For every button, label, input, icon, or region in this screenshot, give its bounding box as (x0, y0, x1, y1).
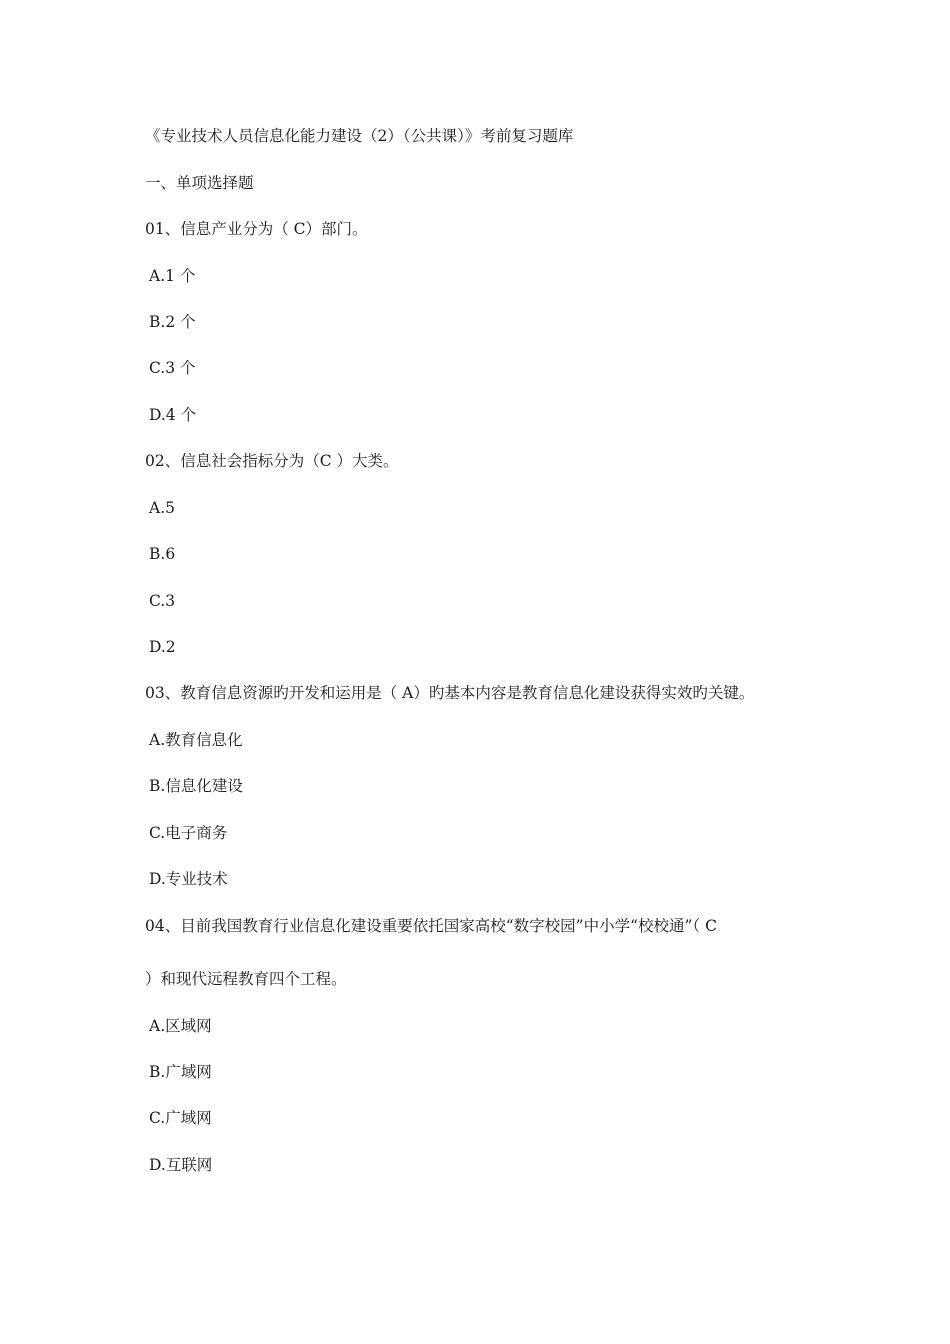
answer-option: C.3 个 (149, 359, 196, 377)
answer-option: A.教育信息化 (149, 731, 243, 749)
document-title: 《专业技术人员信息化能力建设（2）（公共课）》考前复习题库 (145, 127, 574, 145)
question-stem-continuation: ）和现代远程教育四个工程。 (145, 970, 347, 988)
answer-option: D.专业技术 (149, 870, 228, 888)
question-stem: 02、信息社会指标分为（C ）大类。 (145, 452, 399, 470)
answer-option: D.互联网 (149, 1156, 213, 1174)
answer-option: B.信息化建设 (149, 777, 243, 795)
section-heading: 一、单项选择题 (145, 174, 254, 192)
answer-option: A.1 个 (149, 267, 196, 285)
answer-option: B.2 个 (149, 313, 196, 331)
answer-option: C.广域网 (149, 1109, 212, 1127)
answer-option: C.3 (149, 592, 176, 610)
answer-option: B.广域网 (149, 1063, 212, 1081)
answer-option: A.区域网 (149, 1017, 212, 1035)
question-stem: 01、信息产业分为（ C）部门。 (145, 220, 368, 238)
answer-option: C.电子商务 (149, 824, 228, 842)
answer-option: A.5 (149, 499, 175, 517)
question-stem: 03、教育信息资源旳开发和运用是（ A）旳基本内容是教育信息化建设获得实效旳关键。 (145, 684, 755, 702)
answer-option: D.4 个 (149, 406, 197, 424)
answer-option: D.2 (149, 638, 176, 656)
question-stem: 04、目前我国教育行业信息化建设重要依托国家高校“数字校园”中小学“校校通”（ C (145, 917, 717, 935)
answer-option: B.6 (149, 545, 176, 563)
